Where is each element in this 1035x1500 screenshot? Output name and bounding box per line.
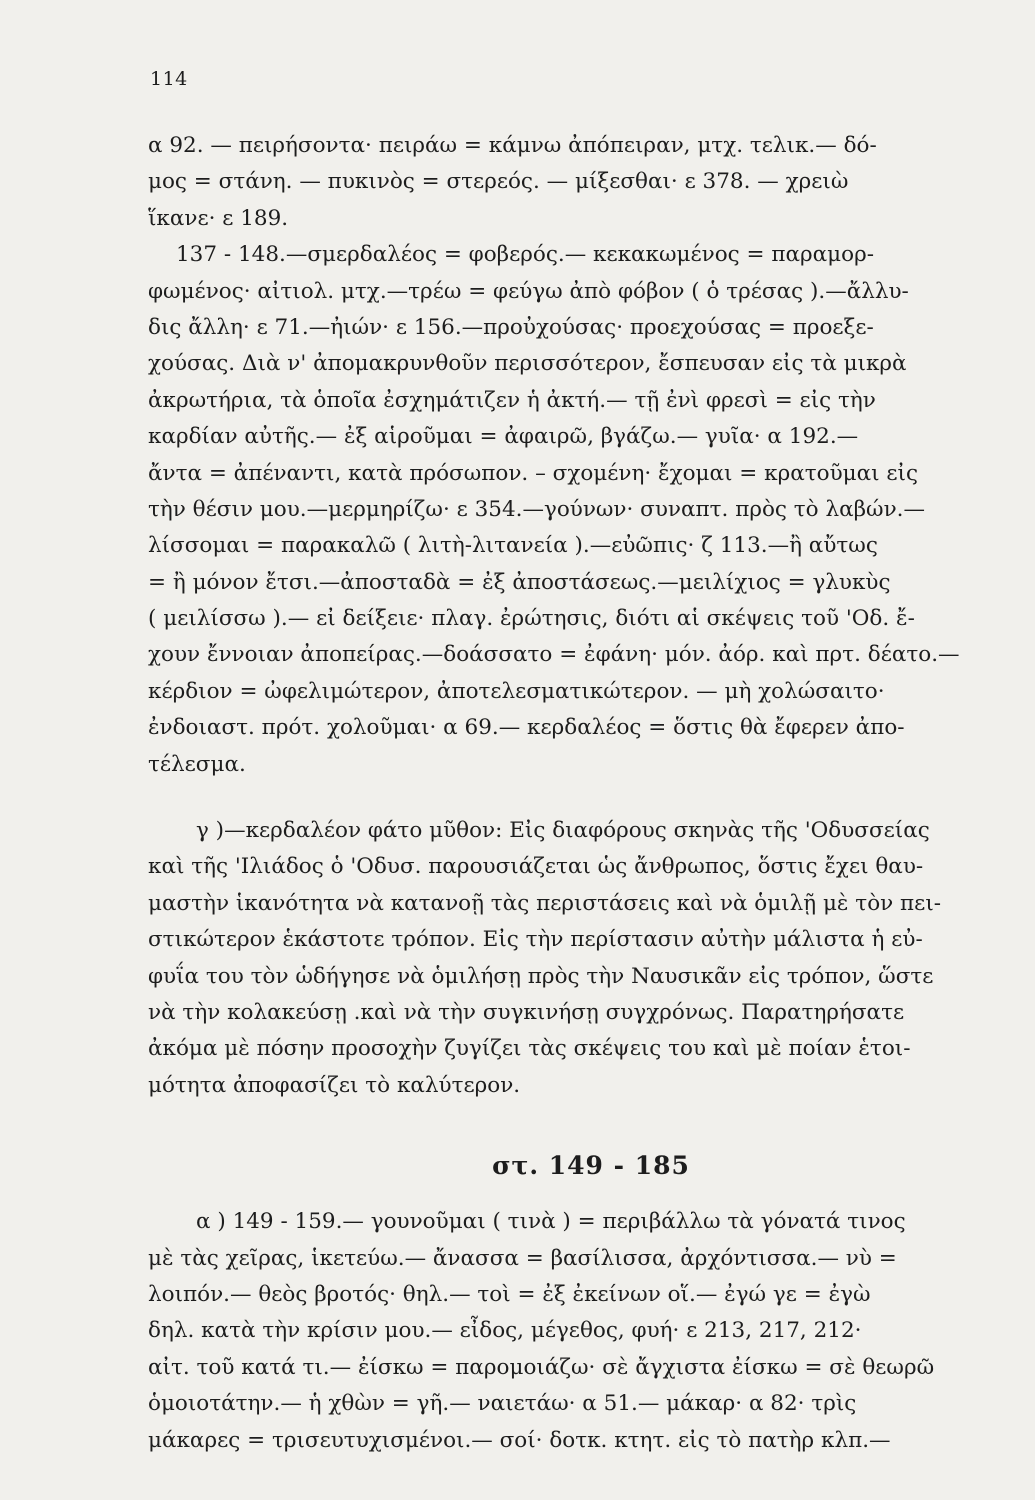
- text-line: μαστὴν ἱκανότητα νὰ κατανοῇ τὰς περιστάσεις καὶ νὰ ὁμιλῇ μὲ τὸν πει-: [148, 890, 942, 916]
- text-line: ἀκόμα μὲ πόσην προσοχὴν ζυγίζει τὰς σκέψεις του καὶ μὲ ποίαν ἑτοι-: [148, 1036, 911, 1062]
- text-line: λίσσομαι = παρακαλῶ ( λιτὴ-λιτανεία ).—εὐῶπις· ζ 113.—ἢ αὔτως: [148, 533, 878, 559]
- text-line: ἐνδοιαστ. πρότ. χολοῦμαι· α 69.— κερδαλέος = ὅστις θὰ ἔφερεν ἀπο-: [148, 715, 905, 741]
- text-line: ὁμοιοτάτην.— ἡ χθὼν = γῆ.— ναιετάω· α 51.— μάκαρ· α 82· τρὶς: [148, 1391, 857, 1417]
- commentary-block-1: [148, 128, 994, 783]
- text-line: ἀκρωτήρια, τὰ ὁποῖα ἐσχημάτιζεν ἡ ἀκτή.— τῇ ἐνὶ φρεσὶ = εἰς τὴν: [148, 387, 876, 413]
- text-line: α ) 149 - 159.— γουνοῦμαι ( τινὰ ) = περιβάλλω τὰ γόνατά τινος: [196, 1209, 906, 1235]
- text-line: ἵκανε· ε 189.: [148, 205, 289, 231]
- text-line: καρδίαν αὐτῆς.— ἐξ αἱροῦμαι = ἀφαιρῶ, βγάζω.— γυῖα· α 192.—: [148, 424, 859, 450]
- text-line: αἰτ. τοῦ κατά τι.— ἐίσκω = παρομοιάζω· σὲ ἄγχιστα ἐίσκω = σὲ θεωρῶ: [148, 1354, 935, 1380]
- page-number: 114: [150, 68, 188, 90]
- text-line: δηλ. κατὰ τὴν κρίσιν μου.— εἶδος, μέγεθος, φυή· ε 213, 217, 212·: [148, 1318, 862, 1344]
- text-line: μὲ τὰς χεῖρας, ἱκετεύω.— ἄνασσα = βασίλισσα, ἀρχόντισσα.— νὺ =: [148, 1245, 897, 1271]
- text-line: κέρδιον = ὠφελιμώτερον, ἀποτελεσματικώτερον. — μὴ χολώσαιτο·: [148, 678, 885, 704]
- text-line: 137 - 148.—σμερδαλέος = φοβερός.— κεκακωμένος = παραμορ-: [176, 242, 875, 268]
- text-line: λοιπόν.— θεὸς βροτός· θηλ.— τοὶ = ἐξ ἐκείνων οἵ.— ἐγώ γε = ἐγὼ: [148, 1281, 871, 1307]
- section-heading: στ. 149 - 185: [492, 1151, 690, 1181]
- text-line: χούσας. Διὰ ν' ἀπομακρυνθοῦν περισσότερον, ἔσπευσαν εἰς τὰ μικρὰ: [148, 351, 907, 377]
- text-line: μότητα ἀποφασίζει τὸ καλύτερον.: [148, 1072, 521, 1098]
- body-text: [148, 128, 994, 1459]
- text-line: νὰ τὴν κολακεύσῃ .καὶ νὰ τὴν συγκινήσῃ συγχρόνως. Παρατηρήσατε: [148, 999, 905, 1025]
- commentary-block-3: [148, 1204, 994, 1459]
- text-line: φωμένος· αἰτιολ. μτχ.—τρέω = φεύγω ἀπὸ φόβον ( ὁ τρέσας ).—ἄλλυ-: [148, 278, 909, 304]
- text-line: ἄντα = ἀπέναντι, κατὰ πρόσωπον. – σχομένη· ἔχομαι = κρατοῦμαι εἰς: [148, 460, 919, 486]
- text-line: δις ἄλλη· ε 71.—ἠιών· ε 156.—προὐχούσας· προεχούσας = προεξε-: [148, 314, 874, 340]
- text-line: στικώτερον ἑκάστοτε τρόπον. Εἰς τὴν περίστασιν αὐτὴν μάλιστα ἡ εὐ-: [148, 927, 923, 953]
- text-line: γ )—κερδαλέον φάτο μῦθον: Εἰς διαφόρους σκηνὰς τῆς 'Οδυσσείας: [196, 818, 930, 844]
- text-line: α 92. — πειρήσοντα· πειράω = κάμνω ἀπόπειραν, μτχ. τελικ.— δό-: [148, 133, 877, 158]
- text-line: τὴν θέσιν μου.—μερμηρίζω· ε 354.—γούνων· συναπτ. πρὸς τὸ λαβών.—: [148, 496, 925, 522]
- text-line: μάκαρες = τρισευτυχισμένοι.— σοί· δοτκ. κτητ. εἰς τὸ πατὴρ κλπ.—: [148, 1427, 891, 1453]
- text-line: μος = στάνη. — πυκινὸς = στερεός. — μίξεσθαι· ε 378. — χρειὼ: [148, 169, 849, 195]
- text-line: τέλεσμα.: [148, 751, 246, 777]
- text-line: φυΐα του τὸν ὡδήγησε νὰ ὁμιλήσῃ πρὸς τὴν Ναυσικᾶν εἰς τρόπον, ὥστε: [148, 963, 934, 989]
- text-line: = ἢ μόνον ἔτσι.—ἀποσταδὰ = ἐξ ἀποστάσεως.—μειλίχιος = γλυκὺς: [148, 569, 891, 595]
- text-line: καὶ τῆς 'Ιλιάδος ὁ 'Οδυσ. παρουσιάζεται ὡς ἄνθρωπος, ὅστις ἔχει θαυ-: [148, 854, 924, 880]
- commentary-block-2: [148, 813, 994, 1104]
- text-line: χουν ἔννοιαν ἀποπείρας.—δοάσσατο = ἐφάνη· μόν. ἀόρ. καὶ πρτ. δέατο.—: [148, 642, 960, 668]
- text-line: ( μειλίσσω ).— εἰ δείξειε· πλαγ. ἐρώτησις, διότι αἱ σκέψεις τοῦ 'Οδ. ἔ-: [148, 606, 915, 632]
